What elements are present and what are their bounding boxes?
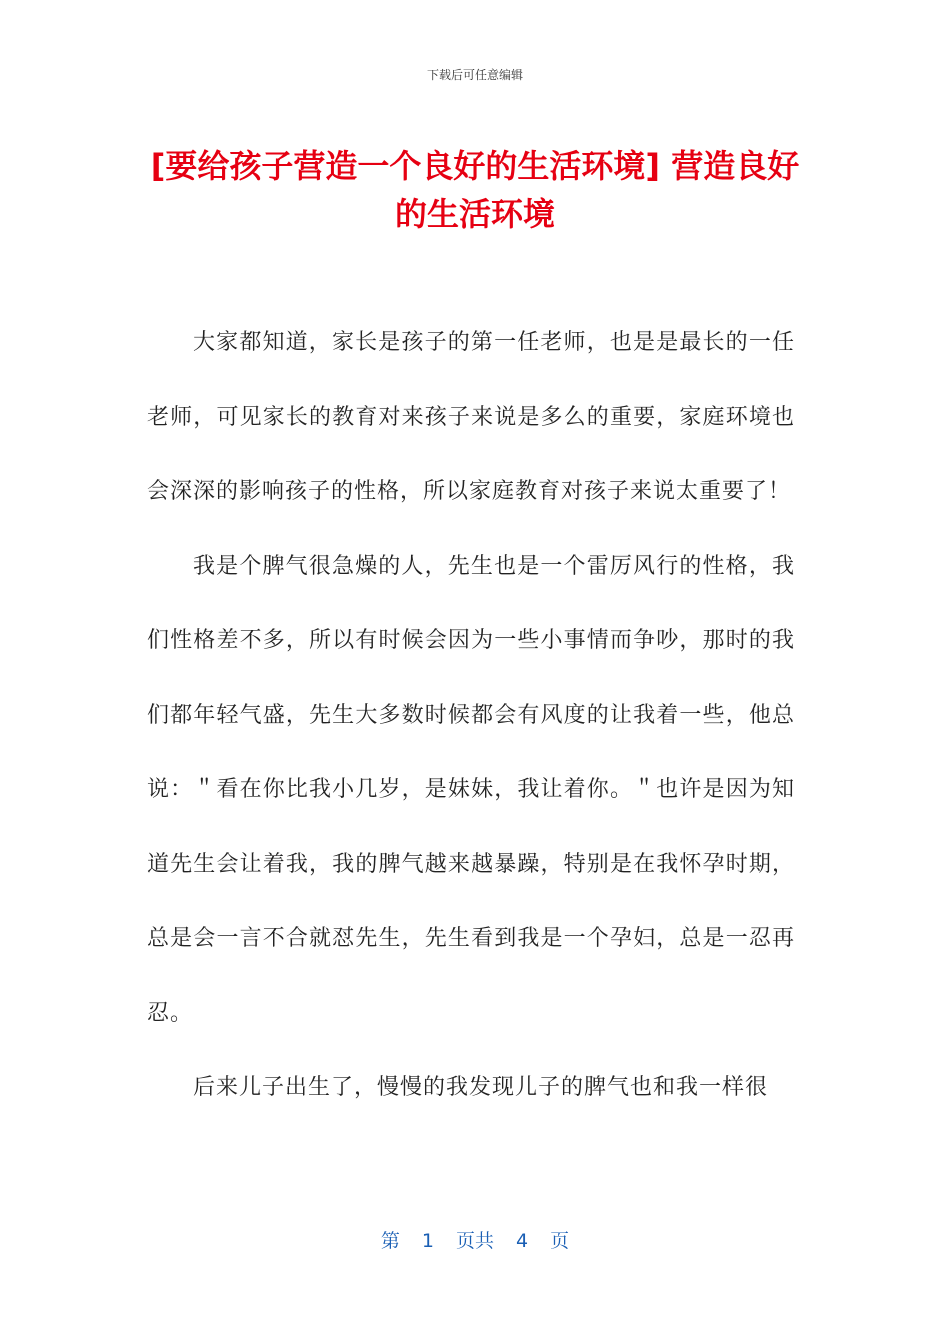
footer-prefix: 第 — [380, 1230, 400, 1252]
paragraph-3: 后来儿子出生了，慢慢的我发现儿子的脾气也和我一样很 — [193, 1075, 769, 1100]
paragraph-2: 我是个脾气很急燥的人，先生也是一个雷厉风行的性格，我们性格差不多，所以有时候会因为一些小事情而争吵，那时的我们都年轻气盛，先生大多数时候都会有风度的让我着一些，他总说：＂看在你比我小几岁，是妹妹，我让着你。＂也许是因为知道先生会让着我，我的脾气越来越暴躁，特别是在我怀孕时期，总是会一言不合就怼先生，先生看到我是一个孕妇，总是一忍再忍。 — [147, 553, 795, 1026]
document-title: [要给孩子营造一个良好的生活环境] 营造良好的生活环境 — [150, 147, 800, 233]
page-footer — [0, 1226, 950, 1253]
document-body — [147, 306, 795, 1126]
footer-middle: 页共 — [455, 1230, 494, 1252]
footer-total-pages: 4 — [516, 1230, 529, 1252]
paragraph-1: 大家都知道，家长是孩子的第一任老师，也是是最长的一任老师，可见家长的教育对来孩子来说是多么的重要，家庭环境也会深深的影响孩子的性格，所以家庭教育对孩子来说太重要了！ — [147, 330, 795, 504]
footer-suffix: 页 — [550, 1230, 570, 1252]
header-note: 下载后可任意编辑 — [426, 68, 523, 82]
footer-current-page: 1 — [421, 1230, 434, 1252]
